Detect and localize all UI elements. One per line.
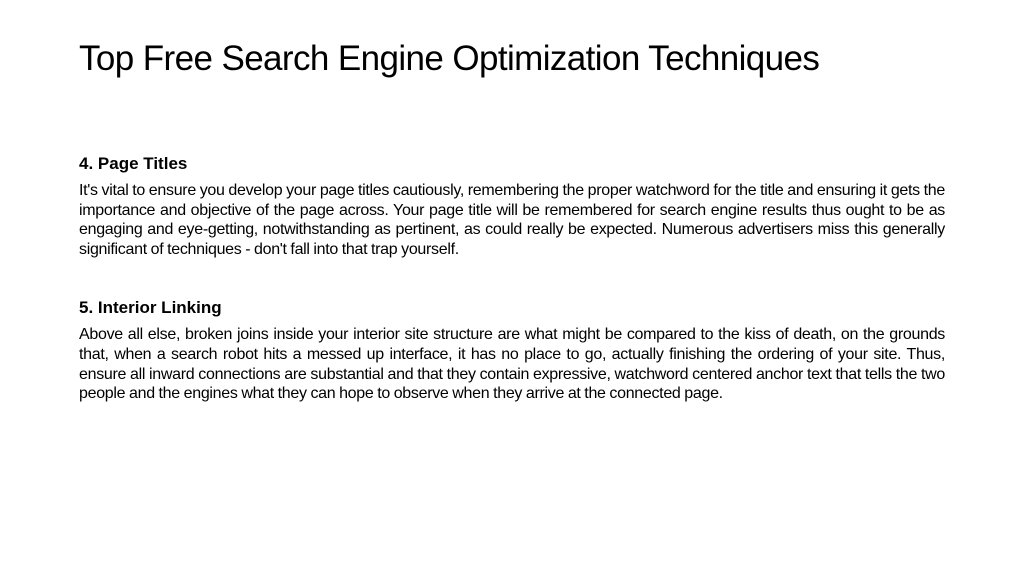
section-interior-linking [79,297,945,403]
slide-content [79,153,945,404]
section-heading: 5. Interior Linking [79,298,222,318]
section-heading: 4. Page Titles [79,154,188,173]
slide-title: Top Free Search Engine Optimization Techniques [79,39,820,78]
section-body: It's vital to ensure you develop your page titles cautiously, remembering the proper watchword for the title and ensuring it gets the importance and objective of the page across. Your page title will be remembered for search engine results thus ought to be as engaging and eye-getting, notwithstanding as pertinent, as could really be expected. Numerous advertisers miss this generally significant of techniques - don't fall into that trap yourself. [79,182,945,258]
section-page-titles [79,153,945,259]
section-body: Above all else, broken joins inside your interior site structure are what might be compared to the kiss of death, on the grounds that, when a search robot hits a messed up interface, it has no place to go, actually finishing the ordering of your site. Thus, ensure all inward connections are substantial and that they contain expressive, watchword centered anchor text that tells the two people and the engines what they can hope to observe when they arrive at the connected page. [79,326,945,403]
